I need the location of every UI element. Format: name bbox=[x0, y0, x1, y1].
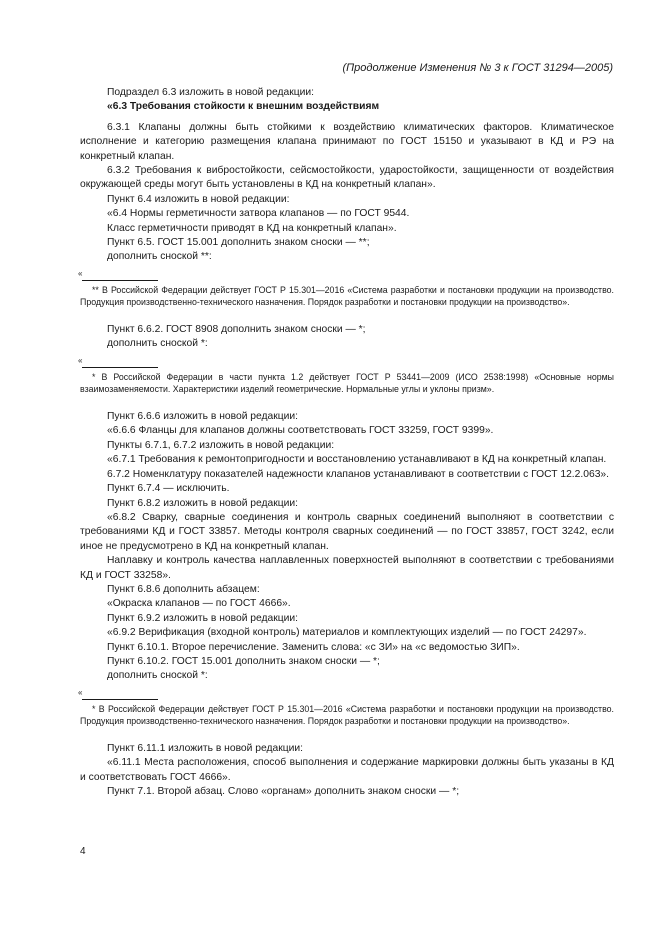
paragraph: 6.7.2 Номенклатуру показателей надежности клапанов устанавливают в соответствии с ГОСТ 12.2.063». bbox=[107, 468, 610, 480]
section-heading: «6.3 Требования стойкости к внешним воздействиям bbox=[107, 101, 380, 113]
paragraph: Пункт 6.8.6 дополнить абзацем: bbox=[107, 583, 260, 595]
paragraph: Пункт 6.11.1 изложить в новой редакции: bbox=[107, 742, 303, 754]
paragraph: Пункт 6.6.2. ГОСТ 8908 дополнить знаком сноски — *; bbox=[107, 324, 366, 336]
paragraph: Пункт 6.9.2 изложить в новой редакции: bbox=[107, 612, 299, 624]
paragraph: «6.6.6 Фланцы для клапанов должны соответствовать ГОСТ 33259, ГОСТ 9399». bbox=[107, 425, 494, 437]
paragraph: «6.4 Нормы герметичности затвора клапанов — по ГОСТ 9544. bbox=[107, 208, 410, 220]
paragraph: «6.11.1 Места расположения, способ выполнения и содержание маркировки должны быть указаны в КД и соответствовать ГОСТ 4666». bbox=[80, 757, 614, 783]
footnote-quote-mark: « bbox=[78, 687, 83, 697]
paragraph: Пункт 6.10.2. ГОСТ 15.001 дополнить знаком сноски — *; bbox=[107, 655, 380, 667]
paragraph: 6.3.1 Клапаны должны быть стойкими к воздействию климатических факторов. Климатическое исполнение и категорию размещения клапана принимают по ГОСТ 15150 и указывают в КД и РЭ на конкретный клапан. bbox=[80, 121, 614, 162]
paragraph: дополнить сноской *: bbox=[107, 670, 208, 682]
paragraph: 6.3.2 Требования к вибростойкости, сейсмостойкости, ударостойкости, защищенности от воздействия окружающей среды могут быть установлены в КД на конкретный клапан». bbox=[80, 165, 614, 191]
paragraph: Подраздел 6.3 изложить в новой редакции: bbox=[107, 87, 315, 98]
paragraph: Класс герметичности приводят в КД на конкретный клапан». bbox=[107, 222, 397, 234]
paragraph: «6.9.2 Верификация (входной контроль) материалов и комплектующих изделий — по ГОСТ 24297». bbox=[107, 627, 587, 639]
paragraph: Пункты 6.7.1, 6.7.2 изложить в новой редакции: bbox=[107, 439, 335, 451]
paragraph: «Окраска клапанов — по ГОСТ 4666». bbox=[107, 598, 291, 610]
footnote-text: * В Российской Федерации действует ГОСТ Р 15.301—2016 «Система разработки и постановки продукции на производство. Продукция производственно-технического назначения. Порядок разработки и постановки продукции на производство». bbox=[80, 703, 614, 727]
footnote-quote-mark: « bbox=[78, 355, 83, 365]
paragraph: Пункт 7.1. Второй абзац. Слово «органам» дополнить знаком сноски — *; bbox=[107, 786, 460, 798]
paragraph: Пункт 6.4 изложить в новой редакции: bbox=[107, 193, 290, 205]
footnote-separator bbox=[78, 687, 614, 700]
footnote-quote-mark: « bbox=[78, 268, 83, 278]
footnote-separator bbox=[78, 355, 614, 368]
paragraph: Пункт 6.8.2 изложить в новой редакции: bbox=[107, 497, 299, 509]
document-body bbox=[80, 86, 614, 800]
paragraph: Пункт 6.6.6 изложить в новой редакции: bbox=[107, 411, 299, 423]
paragraph: Наплавку и контроль качества наплавленных поверхностей выполняют в соответствии с требованиями КД и ГОСТ 33258». bbox=[80, 555, 614, 581]
paragraph: дополнить сноской *: bbox=[107, 338, 208, 350]
paragraph: Пункт 6.10.1. Второе перечисление. Заменить слова: «с ЗИ» на «с ведомостью ЗИП». bbox=[107, 641, 520, 653]
footnote-text: ** В Российской Федерации действует ГОСТ Р 15.301—2016 «Система разработки и постановки продукции на производство. Продукция производственно-технического назначения. Порядок разработки и постановки продукции на производство». bbox=[80, 284, 614, 308]
footnote-rule bbox=[82, 280, 158, 281]
paragraph: Пункт 6.7.4 — исключить. bbox=[107, 483, 230, 495]
footnote-text: * В Российской Федерации в части пункта 1.2 действует ГОСТ Р 53441—2009 (ИСО 2538:1998) «Основные нормы взаимозаменяемости. Характеристики изделий геометрические. Нормальные углы и уклоны призм». bbox=[80, 371, 614, 395]
page-number: 4 bbox=[80, 846, 86, 857]
paragraph: «6.7.1 Требования к ремонтопригодности и восстановлению устанавливают в КД на конкретный клапан. bbox=[107, 454, 607, 466]
footnote-rule bbox=[82, 367, 158, 368]
paragraph: «6.8.2 Сварку, сварные соединения и контроль сварных соединений выполняют в соответствии с требованиями КД и ГОСТ 33857. Методы контроля сварных соединений — по ГОСТ 33857, ГОСТ 3242, если иное не предусмотрено в КД на конкретный клапан. bbox=[80, 511, 614, 552]
paragraph: Пункт 6.5. ГОСТ 15.001 дополнить знаком сноски — **; bbox=[107, 237, 370, 249]
footnote-rule bbox=[82, 699, 158, 700]
continuation-header: (Продолжение Изменения № 3 к ГОСТ 31294—2005) bbox=[342, 62, 613, 74]
paragraph: дополнить сноской **: bbox=[107, 251, 212, 263]
footnote-separator bbox=[78, 268, 614, 281]
